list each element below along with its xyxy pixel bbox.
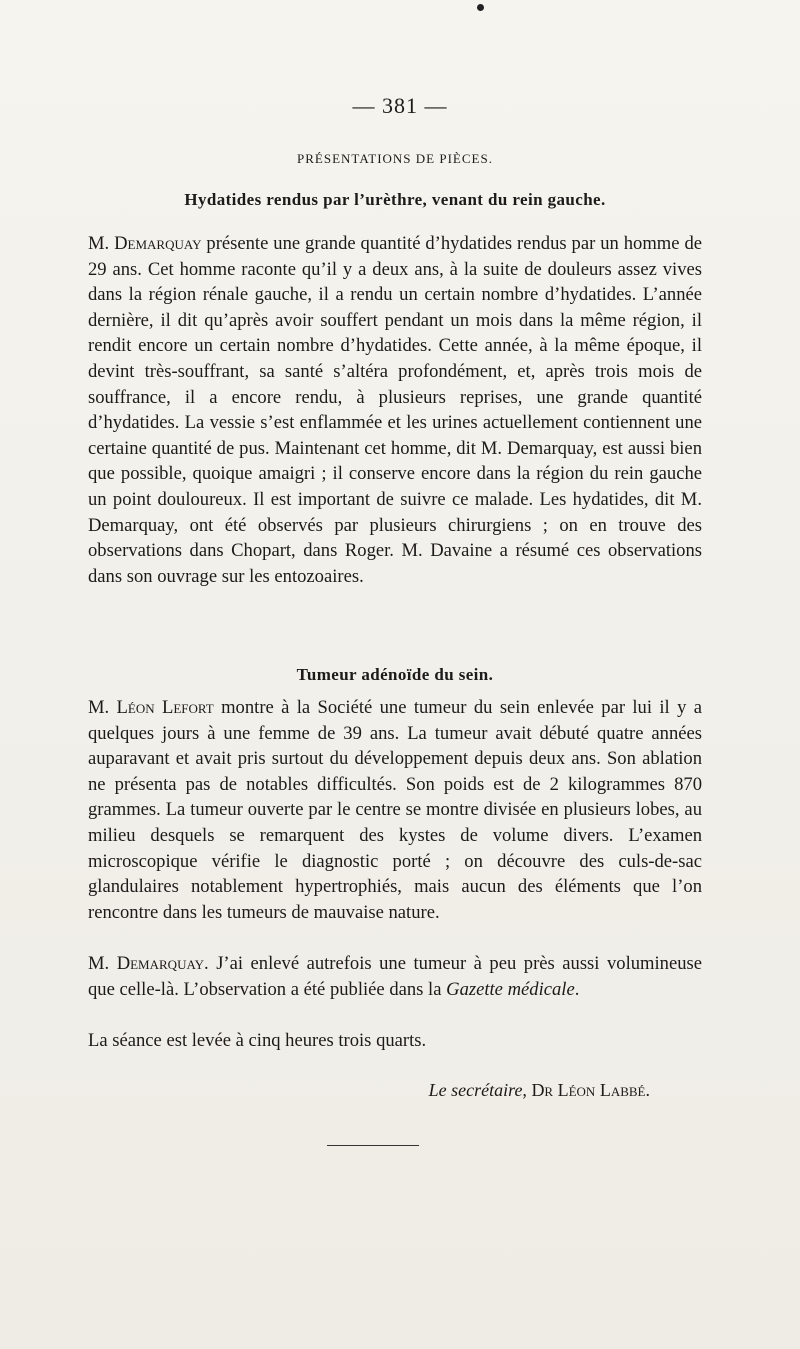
- heading-hydatides-wrap: [88, 190, 702, 210]
- paragraph-tumeur-wrap: [88, 695, 702, 925]
- signature: [300, 1080, 650, 1101]
- paragraph-reply-end: .: [574, 978, 580, 1000]
- paragraph-reply: [88, 951, 702, 1002]
- page-number: — 381 —: [352, 93, 448, 118]
- paragraph-hydatides-wrap: [88, 231, 702, 589]
- heading-tumeur-wrap: [88, 665, 702, 685]
- journal-name: Gazette médicale: [446, 978, 575, 1000]
- section-title: PRÉSENTATIONS DE PIÈCES.: [297, 151, 493, 166]
- paragraph-tumeur-text: montre à la Société une tumeur du sein enlevée par lui il y a quelques jours à une femme de 39 ans. La tumeur avait débuté quatre années auparavant et avait pris surtout du développement depuis deux ans. Son ablation ne présenta pas de notables difficultés. Son poids est de 2 kilogrammes 870 grammes. La tumeur ouverte par le centre se montre divisée en plusieurs lobes, au milieu desquels se remarquent des kystes de volume divers. L’examen microscopique vérifie le diagnostic porté ; on découvre des culs-de-sac glandulaires notablement hypertrophiés, mais aucun des éléments que l’on rencontre dans les tumeurs de mauvaise nature.: [88, 697, 702, 923]
- speaker-demarquay: M. Demarquay: [88, 233, 202, 254]
- paragraph-hydatides-text: présente une grande quantité d’hydatides rendus par un homme de 29 ans. Cet homme raconte qu’il y a deux ans, à la suite de douleurs assez vives dans la région rénale gauche, il a rendu un certain nombre d’hydatides. L’année dernière, il dit qu’après avoir souffert pendant un mois dans la même région, il rendit encore un certain nombre d’hydatides. Cette année, à la même époque, il devint très-souffrant, sa santé s’altéra profondément, et, après trois mois de souffrance, il a encore rendu, à plusieurs reprises, une grande quantité d’hydatides. La vessie s’est enflammée et les urines actuellement contiennent une certaine quantité de pus. Maintenant cet homme, dit M. Demarquay, est aussi bien que possible, quoique amaigri ; il conserve encore dans la région du rein gauche un point douloureux. Il est important de suivre ce malade. Les hydatides, dit M. Demarquay, ont été observés par plusieurs chirurgiens ; on en trouve des observations dans Chopart, dans Roger. M. Davaine a résumé ces observations dans son ouvrage sur les entozoaires.: [88, 233, 702, 587]
- section-title-wrap: [88, 151, 702, 167]
- paragraph-tumeur: [88, 695, 702, 925]
- paragraph-reply-text: J’ai enlevé autrefois une tumeur à peu près aussi volumineuse que celle-là. L’observation a été publiée dans la: [88, 953, 702, 1000]
- closing-line: La séance est levée à cinq heures trois quarts.: [88, 1030, 427, 1051]
- speaker-demarquay-reply: M. Demarquay.: [88, 953, 209, 974]
- paragraph-reply-wrap: [88, 951, 702, 1002]
- closing-wrap: [88, 1028, 702, 1054]
- signature-name: Dr Léon Labbé.: [526, 1080, 650, 1100]
- heading-tumeur: Tumeur adénoïde du sein.: [296, 665, 494, 684]
- ink-spot: [477, 4, 484, 11]
- speaker-lefort: M. Léon Lefort: [88, 697, 214, 718]
- end-rule: [327, 1145, 419, 1146]
- signature-role: Le secrétaire,: [428, 1080, 527, 1100]
- heading-hydatides: Hydatides rendus par l’urèthre, venant du rein gauche.: [184, 190, 606, 209]
- paragraph-hydatides: [88, 231, 702, 589]
